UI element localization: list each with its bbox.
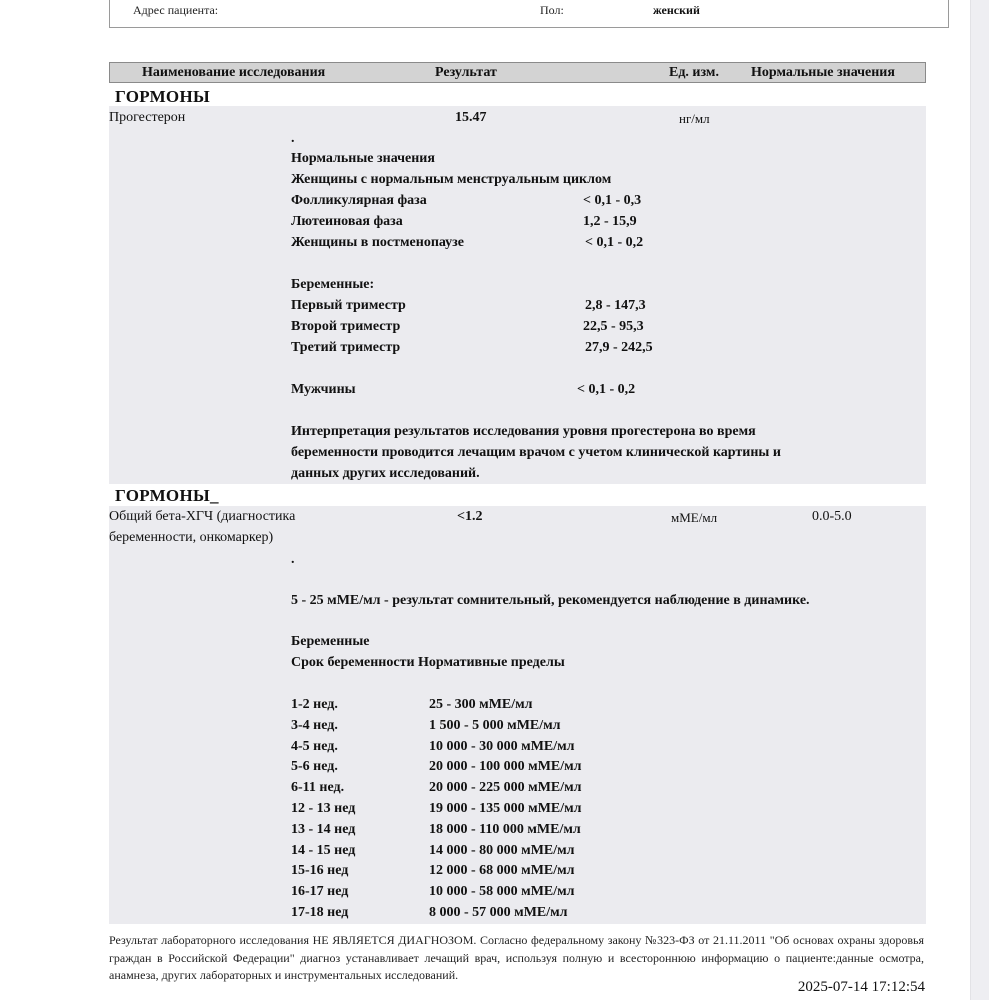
ref-value: 2,8 - 147,3 (585, 298, 646, 313)
ref-value: < 0,1 - 0,3 (583, 193, 642, 208)
gestation-term: 6-11 нед. (291, 780, 345, 796)
ref-label: Первый триместр (291, 298, 406, 313)
test-unit: мМЕ/мл (671, 510, 718, 525)
test-name-continued: беременности, онкомаркер) (109, 530, 274, 545)
gestation-term: 5-6 нед. (291, 759, 338, 775)
doubtful-note: 5 - 25 мМЕ/мл - результат сомнительный, рекомендуется наблюдение в динамике. (291, 593, 810, 608)
ref-label: Лютеиновая фаза (291, 214, 403, 229)
ref-value: < 0,1 - 0,2 (585, 235, 644, 250)
scrollbar[interactable] (970, 0, 989, 1000)
gestation-range: 25 - 300 мМЕ/мл (429, 697, 533, 712)
gestation-term: 16-17 нед (291, 884, 349, 900)
ref-value: 27,9 - 242,5 (585, 340, 653, 355)
section-title: ГОРМОНЫ_ (115, 486, 219, 505)
gestation-range: 20 000 - 100 000 мМЕ/мл (429, 759, 582, 775)
gestation-term: 15-16 нед (291, 863, 349, 879)
test-normal: 0.0-5.0 (812, 509, 852, 524)
gestation-term: 1-2 нед. (291, 697, 338, 712)
gestation-range: 19 000 - 135 000 мМЕ/мл (429, 801, 582, 816)
patient-info-box (109, 0, 949, 28)
ref-label: Фолликулярная фаза (291, 193, 427, 208)
sex-label: Пол: (540, 3, 564, 17)
test-result: <1.2 (457, 509, 483, 524)
gestation-term: 12 - 13 нед (291, 801, 356, 816)
gestation-range: 12 000 - 68 000 мМЕ/мл (429, 863, 575, 879)
gestation-term: 4-5 нед. (291, 738, 338, 754)
section-title: ГОРМОНЫ (115, 87, 210, 106)
columns-heading: Срок беременности Нормативные пределы (291, 655, 565, 670)
dot: . (291, 131, 295, 146)
gestation-range: 20 000 - 225 000 мМЕ/мл (429, 780, 582, 796)
test-name: Прогестерон (109, 110, 186, 125)
men-value: < 0,1 - 0,2 (577, 382, 636, 397)
header-unit: Ед. изм. (669, 65, 719, 80)
ref-label: Второй триместр (291, 319, 401, 334)
header-normal: Нормальные значения (751, 65, 895, 80)
ref-value: 22,5 - 95,3 (583, 319, 644, 334)
gestation-range: 1 500 - 5 000 мМЕ/мл (429, 717, 561, 733)
timestamp: 2025-07-14 17:12:54 (797, 979, 925, 995)
test-row-hcg (109, 506, 926, 924)
men-label: Мужчины (291, 382, 356, 397)
ref-label: Третий триместр (291, 340, 401, 355)
gestation-range: 8 000 - 57 000 мМЕ/мл (429, 905, 568, 920)
test-result: 15.47 (455, 110, 487, 125)
test-name: Общий бета-ХГЧ (диагностика (109, 509, 296, 524)
table-header (109, 62, 926, 83)
notes-heading: Нормальные значения (291, 151, 435, 166)
dot: . (291, 552, 295, 567)
gestation-range: 18 000 - 110 000 мМЕ/мл (429, 821, 581, 837)
ref-value: 1,2 - 15,9 (583, 214, 637, 229)
gestation-range: 10 000 - 58 000 мМЕ/мл (429, 884, 575, 900)
gestation-range: 10 000 - 30 000 мМЕ/мл (429, 738, 575, 754)
gestation-term: 3-4 нед. (291, 717, 338, 733)
gestation-term: 13 - 14 нед (291, 821, 356, 837)
header-result: Результат (435, 65, 497, 80)
notes-subheading: Женщины с нормальным менструальным циклом (291, 172, 612, 187)
disclaimer: Результат лабораторного исследования НЕ ЯВЛЯЕТСЯ ДИАГНОЗОМ. Согласно федеральному закону №323-ФЗ от 21.11.2011 "Об основах охраны здоровья граждан в Российской Федерации" диагноз устанавливает лечащий врач, используя полную и всестороннюю информацию о пациенте:данные осмотра, анамнеза, других лабораторных и инструментальных исследований. (109, 933, 924, 982)
test-unit: нг/мл (679, 111, 710, 126)
interpretation-line: Интерпретация результатов исследования уровня прогестерона во время (291, 424, 756, 439)
interpretation-line: данных других исследований. (291, 466, 480, 481)
sex-value: женский (653, 3, 700, 17)
gestation-term: 17-18 нед (291, 905, 349, 920)
ref-label: Женщины в постменопаузе (291, 235, 465, 250)
pregnant-heading: Беременные (291, 634, 370, 649)
header-name: Наименование исследования (142, 65, 326, 80)
interpretation-line: беременности проводится лечащим врачом с учетом клинической картины и (291, 445, 781, 460)
gestation-range: 14 000 - 80 000 мМЕ/мл (429, 842, 575, 858)
address-label: Адрес пациента: (133, 3, 219, 17)
gestation-term: 14 - 15 нед (291, 842, 356, 858)
pregnant-heading: Беременные: (291, 277, 375, 292)
